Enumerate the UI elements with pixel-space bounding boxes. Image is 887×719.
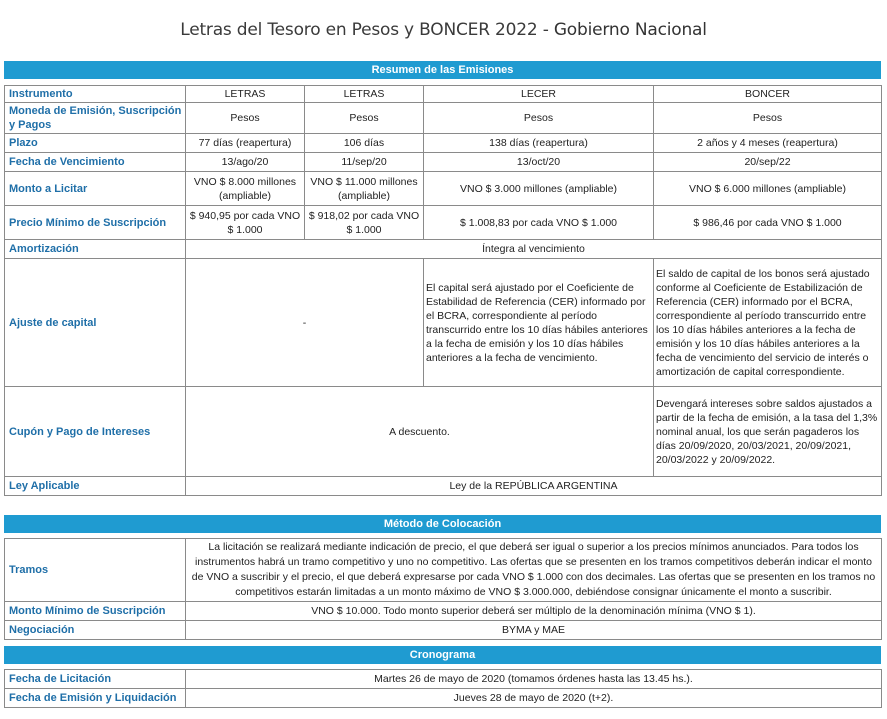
cell: El capital será ajustado por el Coeficiente de Estabilidad de Referencia (CER) informado por el BCRA, correspondiente al período transcurrido entre los 10 días hábiles anteriores a la fecha de emisión y los 10 días hábiles anteriores a la fecha de vencimiento.	[424, 259, 654, 387]
cronograma-table	[4, 669, 882, 708]
table-row	[5, 259, 882, 387]
row-label: Plazo	[5, 134, 186, 153]
cell: Pesos	[654, 103, 882, 134]
row-label: Fecha de Licitación	[5, 670, 186, 689]
row-label: Amortización	[5, 240, 186, 259]
cell: Íntegra al vencimiento	[186, 240, 882, 259]
row-label: Tramos	[5, 539, 186, 602]
cell: VNO $ 6.000 millones (ampliable)	[654, 172, 882, 206]
metodo-table	[4, 538, 882, 640]
cell: $ 986,46 por cada VNO $ 1.000	[654, 206, 882, 240]
cell: LETRAS	[186, 86, 305, 103]
cell: Devengará intereses sobre saldos ajustados a partir de la fecha de emisión, a la tasa del 1,3% nominal anual, los que serán pagaderos los días 20/09/2020, 20/03/2021, 20/09/2021, 20/03/2022 y 20/09/2022.	[654, 387, 882, 477]
cell: LECER	[424, 86, 654, 103]
cell: Pesos	[424, 103, 654, 134]
row-label: Ley Aplicable	[5, 477, 186, 496]
row-label: Negociación	[5, 621, 186, 640]
table-row	[5, 539, 882, 602]
cell: 77 días (reapertura)	[186, 134, 305, 153]
row-label: Moneda de Emisión, Suscripción y Pagos	[5, 103, 186, 134]
cell: LETRAS	[305, 86, 424, 103]
table-row	[5, 134, 882, 153]
cell: 13/oct/20	[424, 153, 654, 172]
row-label: Fecha de Vencimiento	[5, 153, 186, 172]
cell: 106 días	[305, 134, 424, 153]
row-label: Instrumento	[5, 86, 186, 103]
cell: VNO $ 3.000 millones (ampliable)	[424, 172, 654, 206]
row-label: Cupón y Pago de Intereses	[5, 387, 186, 477]
section-header-metodo: Método de Colocación	[4, 515, 881, 533]
table-row	[5, 206, 882, 240]
table-row	[5, 387, 882, 477]
section-header-resumen: Resumen de las Emisiones	[4, 61, 881, 79]
cell: $ 1.008,83 por cada VNO $ 1.000	[424, 206, 654, 240]
table-row	[5, 621, 882, 640]
resumen-table	[4, 85, 882, 496]
cell: BYMA y MAE	[186, 621, 882, 640]
cell: VNO $ 10.000. Todo monto superior deberá ser múltiplo de la denominación mínima (VNO $ 1).	[186, 602, 882, 621]
table-row	[5, 103, 882, 134]
page-title: Letras del Tesoro en Pesos y BONCER 2022 - Gobierno Nacional	[180, 20, 707, 40]
cell: A descuento.	[186, 387, 654, 477]
row-label: Ajuste de capital	[5, 259, 186, 387]
cell: Martes 26 de mayo de 2020 (tomamos órdenes hasta las 13.45 hs.).	[186, 670, 882, 689]
table-row	[5, 477, 882, 496]
cell: -	[186, 259, 424, 387]
table-row	[5, 172, 882, 206]
table-row	[5, 86, 882, 103]
row-label: Monto Mínimo de Suscripción	[5, 602, 186, 621]
cell: Ley de la REPÚBLICA ARGENTINA	[186, 477, 882, 496]
cell: Pesos	[186, 103, 305, 134]
cell: 2 años y 4 meses (reapertura)	[654, 134, 882, 153]
cell: $ 940,95 por cada VNO $ 1.000	[186, 206, 305, 240]
row-label: Precio Mínimo de Suscripción	[5, 206, 186, 240]
section-header-cronograma: Cronograma	[4, 646, 881, 664]
issuer-name: Gobierno Nacional	[553, 20, 707, 40]
row-label: Fecha de Emisión y Liquidación	[5, 689, 186, 708]
table-row	[5, 670, 882, 689]
cell: La licitación se realizará mediante indicación de precio, el que deberá ser igual o superior a los precios mínimos anunciados. Para todos los instrumentos habrá un tramo competitivo y uno no competitivo. Las ofertas que se presenten en los tramos competitivos deberán indicar el monto de VNO a suscribir y el precio, el que deberá expresarse por cada VNO $ 1.000 con dos decimales. Las ofertas que se presenten en los tramos no competitivos estarán limitadas a un monto máximo de VNO $ 3.000.000, debiéndose consignar únicamente el monto a suscribir.	[186, 539, 882, 602]
cell: Jueves 28 de mayo de 2020 (t+2).	[186, 689, 882, 708]
cell: 13/ago/20	[186, 153, 305, 172]
cell: $ 918,02 por cada VNO $ 1.000	[305, 206, 424, 240]
table-row	[5, 689, 882, 708]
row-label: Monto a Licitar	[5, 172, 186, 206]
cell: VNO $ 11.000 millones (ampliable)	[305, 172, 424, 206]
cell: 20/sep/22	[654, 153, 882, 172]
cell: 138 días (reapertura)	[424, 134, 654, 153]
cell: Pesos	[305, 103, 424, 134]
cell: El saldo de capital de los bonos será ajustado conforme al Coeficiente de Estabilización de Referencia (CER) informado por el BCRA, correspondiente al período transcurrido entre los 10 días hábiles anteriores a la fecha de emisión y los 10 días hábiles anteriores a la fecha de vencimiento del servicio de interés o amortización de capital correspondiente.	[654, 259, 882, 387]
cell: 11/sep/20	[305, 153, 424, 172]
table-row	[5, 153, 882, 172]
cell: VNO $ 8.000 millones (ampliable)	[186, 172, 305, 206]
table-row	[5, 240, 882, 259]
table-row	[5, 602, 882, 621]
cell: BONCER	[654, 86, 882, 103]
